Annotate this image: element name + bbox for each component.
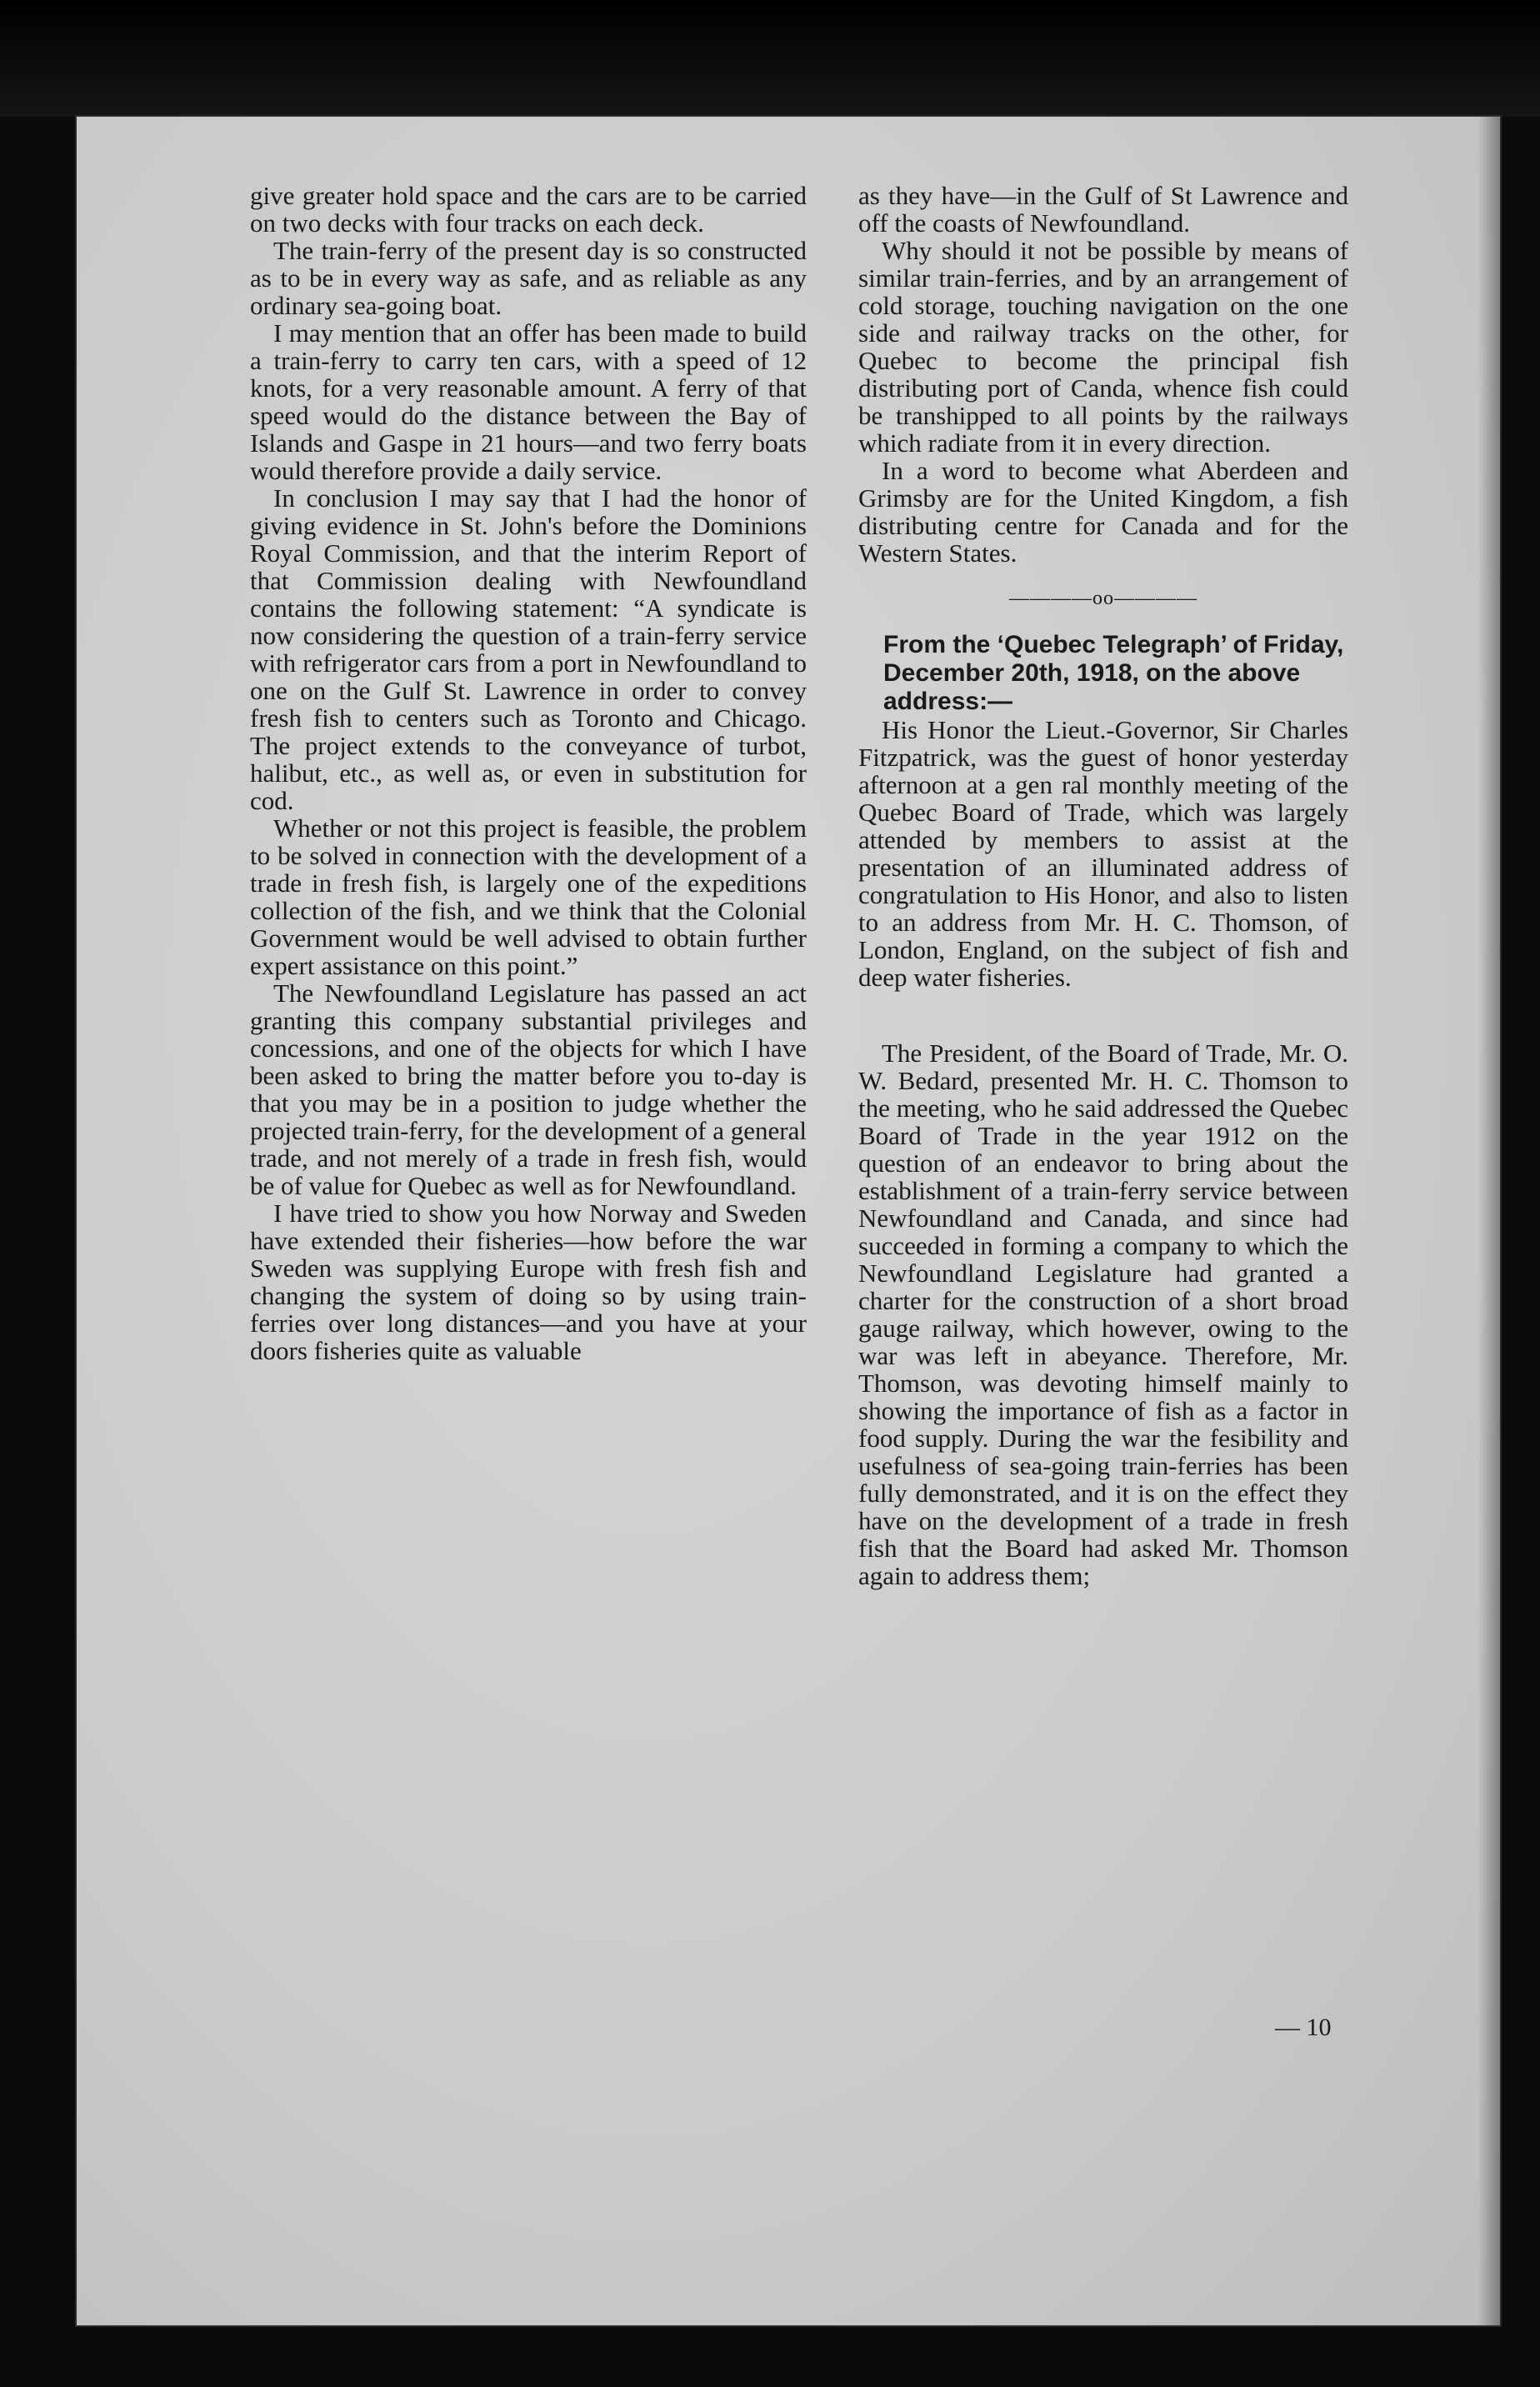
page-edge-shadow: [1478, 117, 1500, 2325]
page-number: — 10: [1275, 2014, 1332, 2041]
paragraph: Whether or not this project is feasible, the problem to be solved in connection with the development of a trade in fresh fish, is largely one of the expeditions collection of the fish, and we think that the Colonial Government would be well advised to obtain further expert assistance on this point.”: [250, 813, 807, 980]
paragraph: In conclusion I may say that I had the honor of giving evidence in St. John's before the Dominions Royal Commission, and that the interim Report of that Commission dealing with Newfoundland contains the following statement: “A syndicate is now considering the question of a train-ferry service with refrigerator cars from a port in Newfoundland to one on the Gulf St. Lawrence in order to convey fresh fish to centers such as Toronto and Chicago. The project extends to the conveyance of turbot, halibut, etc., as well as, or even in substitution for cod.: [250, 483, 807, 815]
right-column-article-text: [858, 716, 1348, 991]
right-column: [858, 182, 1348, 1589]
paragraph: I may mention that an offer has been made to build a train-ferry to carry ten cars, with a speed of 12 knots, for a very reasonable amount. A ferry of that speed would do the distance between the Bay of Islands and Gaspe in 21 hours—and two ferry boats would therefore provide a daily service.: [250, 318, 807, 485]
section-divider: ————oo————: [1009, 588, 1198, 609]
right-column-bottom-text: [858, 1039, 1348, 1589]
scan-border: [0, 0, 1540, 117]
paragraph: The President, of the Board of Trade, Mr. O. W. Bedard, presented Mr. H. C. Thomson to the meeting, who he said addressed the Quebec Board of Trade in the year 1912 on the question of an endeavor to bring about the establishment of a train-ferry service between Newfoundland and Canada, and since had succeeded in forming a company to which the Newfoundland Legislature had granted a charter for the construction of a short broad gauge railway, which however, owing to the war was left in abeyance. Therefore, Mr. Thomson, was devoting himself mainly to showing the importance of fish as a factor in food supply. During the war the fesibility and usefulness of sea-going train-ferries has been fully demonstrated, and it is on the effect they have on the development of a trade in fresh fish that the Board had asked Mr. Thomson again to address them;: [858, 1038, 1348, 1590]
paragraph: The train-ferry of the present day is so constructed as to be in every way as safe, and as reliable as any ordinary sea-going boat.: [250, 236, 807, 320]
paragraph: give greater hold space and the cars are to be carried on two decks with four tracks on each deck.: [250, 181, 807, 238]
paragraph: Why should it not be possible by means of similar train-ferries, and by an arrangement of cold storage, touching navigation on the one side and railway tracks on the other, for Quebec to become the principal fish distributing port of Canda, whence fish could be transhipped to all points by the railways which radiate from it in every direction.: [858, 236, 1348, 458]
paragraph: I have tried to show you how Norway and Sweden have extended their fisheries—how before the war Sweden was supplying Europe with fresh fish and changing the system of doing so by using train-ferries over long distances—and you have at your doors fisheries quite as valuable: [250, 1199, 807, 1365]
paragraph: as they have—in the Gulf of St Lawrence and off the coasts of Newfoundland.: [858, 181, 1348, 238]
article-heading: From the ‘Quebec Telegraph’ of Friday, December 20th, 1918, on the above address:—: [883, 631, 1344, 715]
paragraph: His Honor the Lieut.-Governor, Sir Charles Fitzpatrick, was the guest of honor yesterday afternoon at a gen ral monthly meeting of the Quebec Board of Trade, which was largely attended by members to assist at the presentation of an illuminated address of congratulation to His Honor, and also to listen to an address from Mr. H. C. Thomson, of London, England, on the subject of fish and deep water fisheries.: [858, 715, 1348, 992]
left-column: [250, 182, 807, 1364]
paragraph-gap: [858, 991, 1348, 1039]
paragraph: In a word to become what Aberdeen and Grimsby are for the United Kingdom, a fish distributing centre for Canada and for the Western States.: [858, 456, 1348, 568]
right-column-top-text: [858, 182, 1348, 567]
paragraph: The Newfoundland Legislature has passed an act granting this company substantial privileges and concessions, and one of the objects for which I have been asked to bring the matter before you to-day is that you may be in a position to judge whether the projected train-ferry, for the development of a general trade, and not merely of a trade in fresh fish, would be of value for Quebec as well as for Newfoundland.: [250, 978, 807, 1200]
